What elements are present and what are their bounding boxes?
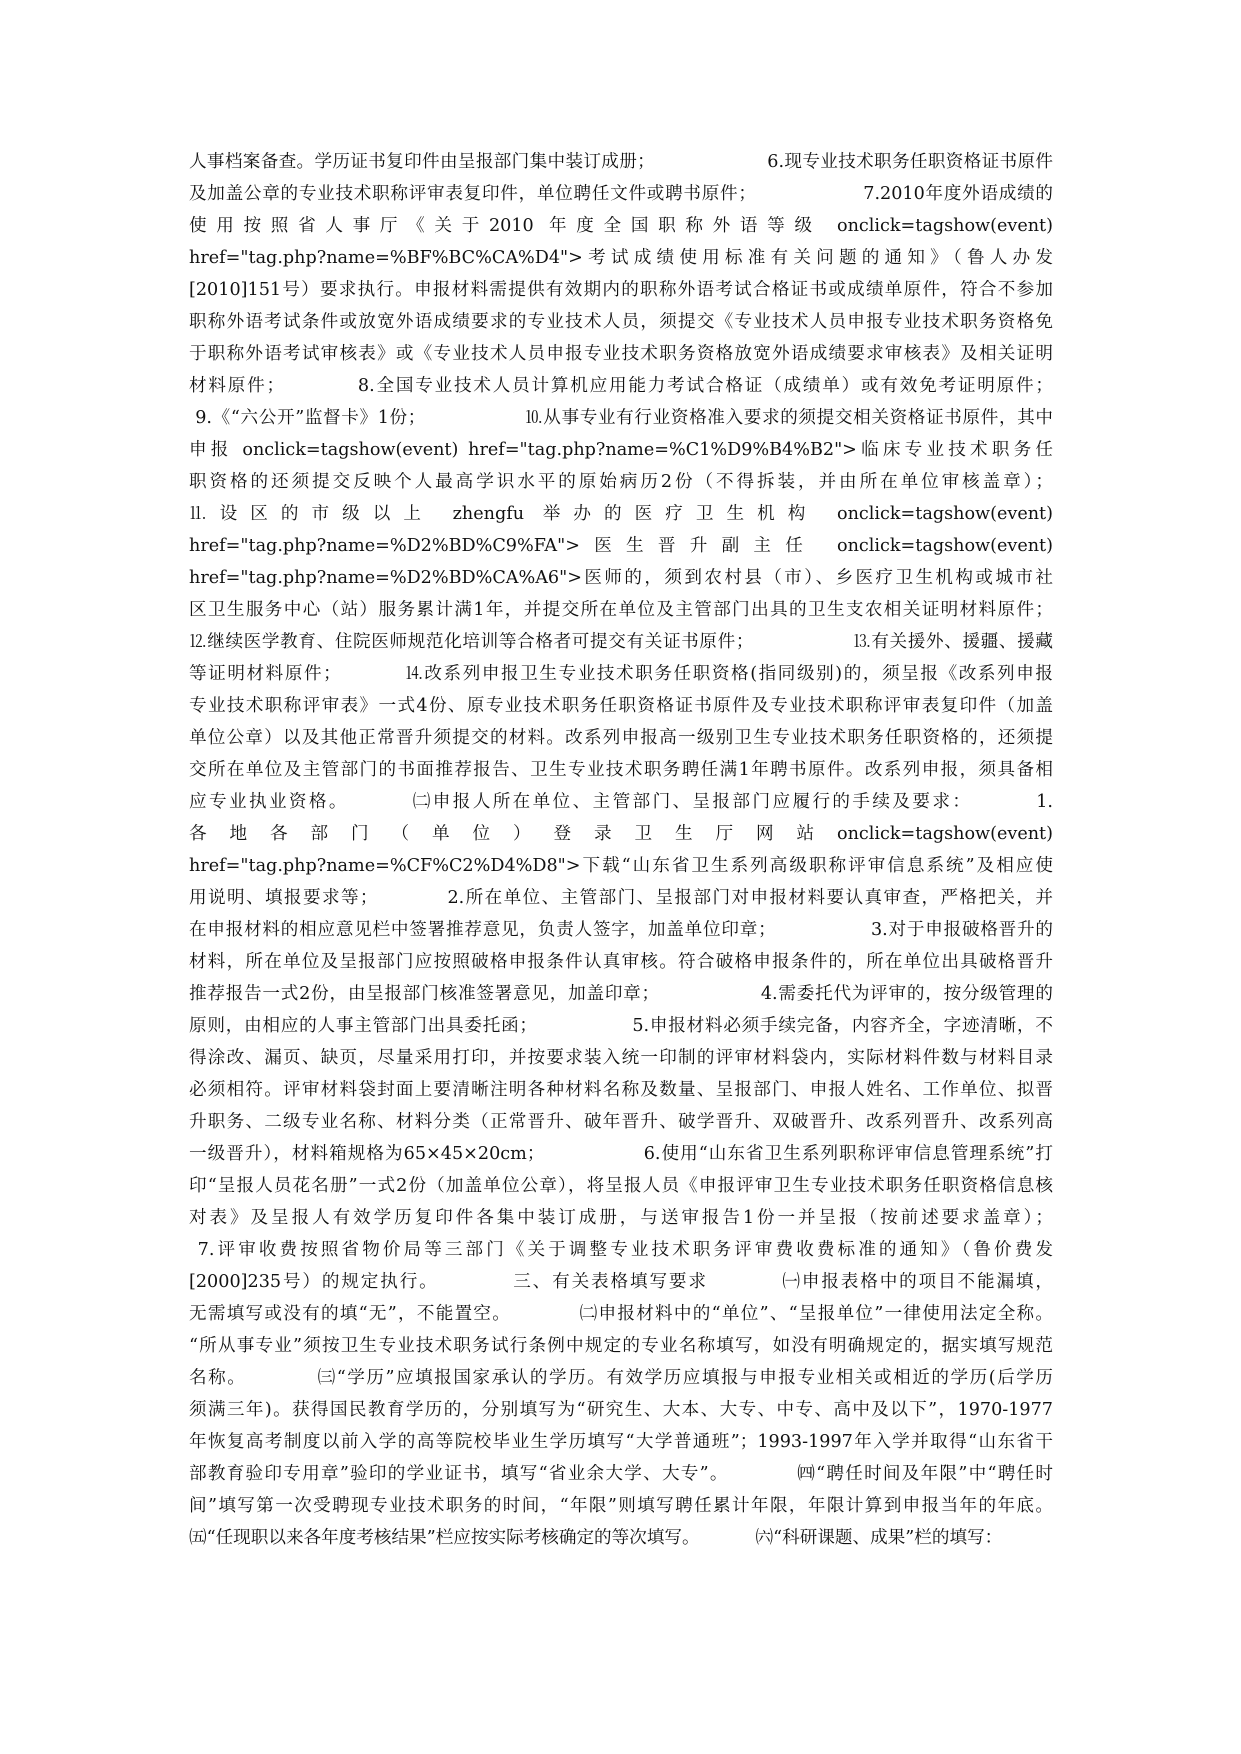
text-line: 必须相符。评审材料袋封面上要清晰注明各种材料名称及数量、呈报部门、申报人姓名、工作单位、拟晋	[189, 1080, 1053, 1100]
text-line: 职称外语考试条件或放宽外语成绩要求的专业技术人员，须提交《专业技术人员申报专业技术职务资格免	[189, 312, 1053, 332]
text-line: 用说明、填报要求等； 2.所在单位、主管部门、呈报部门对申报材料要认真审查，严格把关，并	[189, 888, 1053, 908]
text-line: 单位公章）以及其他正常晋升须提交的材料。改系列申报高一级别卫生专业技术职务任职资格的，还须提	[189, 728, 1053, 748]
text-line: 应专业执业资格。 ㈡申报人所在单位、主管部门、呈报部门应履行的手续及要求： 1.	[189, 792, 1053, 812]
text-line: 间”填写第一次受聘现专业技术职务的时间，“年限”则填写聘任累计年限，年限计算到申报当年的年底。	[189, 1496, 1053, 1516]
text-line: “所从事专业”须按卫生专业技术职务试行条例中规定的专业名称填写，如没有明确规定的，据实填写规范	[189, 1336, 1053, 1356]
text-line: 材料原件； 8.全国专业技术人员计算机应用能力考试合格证（成绩单）或有效免考证明原件；	[189, 376, 1053, 396]
text-line: 原则，由相应的人事主管部门出具委托函； 5.申报材料必须手续完备，内容齐全，字迹清晰，不	[189, 1016, 1053, 1036]
text-line: 一级晋升），材料箱规格为65×45×20cm； 6.使用“山东省卫生系列职称评审信息管理系统”打	[189, 1144, 1053, 1164]
text-line: 部教育验印专用章”验印的学业证书，填写“省业余大学、大专”。 ㈣“聘任时间及年限”中“聘任时	[189, 1464, 1053, 1484]
text-line: ⒒设区的市级以上 zhengfu 举办的医疗卫生机构 onclick=tagshow(event)	[189, 504, 1053, 524]
text-line: 须满三年)。获得国民教育学历的，分别填写为“研究生、大本、大专、中专、高中及以下”，1970-1977	[189, 1400, 1053, 1420]
text-line: 名称。 ㈢“学历”应填报国家承认的学历。有效学历应填报与申报专业相关或相近的学历(后学历	[189, 1368, 1053, 1388]
text-line: 7.评审收费按照省物价局等三部门《关于调整专业技术职务评审费收费标准的通知》（鲁价费发	[189, 1240, 1053, 1260]
text-line: 使用按照省人事厅《关于2010 年度全国职称外语等级 onclick=tagshow(event)	[189, 216, 1053, 236]
text-line: 等证明材料原件； ⒕改系列申报卫生专业技术职务任职资格(指同级别)的，须呈报《改系列申报	[189, 664, 1053, 684]
text-line: 在申报材料的相应意见栏中签署推荐意见，负责人签字，加盖单位印章； 3.对于申报破格晋升的	[189, 920, 1053, 940]
text-line: 材料，所在单位及呈报部门应按照破格申报条件认真审核。符合破格申报条件的，所在单位出具破格晋升	[189, 952, 1053, 972]
document-page	[189, 146, 1053, 1554]
text-line: 专业技术职称评审表》一式4份、原专业技术职务任职资格证书原件及专业技术职称评审表复印件（加盖	[189, 696, 1053, 716]
text-line: 升职务、二级专业名称、材料分类（正常晋升、破年晋升、破学晋升、双破晋升、改系列晋升、改系列高	[189, 1112, 1053, 1132]
text-line: href="tag.php?name=%D2%BD%CA%A6">医师的，须到农村县（市）、乡医疗卫生机构或城市社	[189, 568, 1053, 588]
text-line: href="tag.php?name=%BF%BC%CA%D4">考试成绩使用标准有关问题的通知》（鲁人办发	[189, 248, 1053, 268]
text-line: 得涂改、漏页、缺页，尽量采用打印，并按要求装入统一印制的评审材料袋内，实际材料件数与材料目录	[189, 1048, 1053, 1068]
text-line: href="tag.php?name=%D2%BD%C9%FA">医生晋升副主任 onclick=tagshow(event)	[189, 536, 1053, 556]
text-line: 无需填写或没有的填“无”，不能置空。 ㈡申报材料中的“单位”、“呈报单位”一律使用法定全称。	[189, 1304, 1053, 1324]
text-line: 9.《“六公开”监督卡》1份； ⒑从事专业有行业资格准入要求的须提交相关资格证书原件，其中	[189, 408, 1053, 428]
text-line: [2000]235号）的规定执行。 三、有关表格填写要求 ㈠申报表格中的项目不能漏填，	[189, 1272, 1053, 1292]
text-line: 年恢复高考制度以前入学的高等院校毕业生学历填写“大学普通班”；1993-1997年入学并取得“山东省干	[189, 1432, 1053, 1452]
text-line: 及加盖公章的专业技术职称评审表复印件，单位聘任文件或聘书原件； 7.2010年度外语成绩的	[189, 184, 1053, 204]
text-line: 职资格的还须提交反映个人最高学识水平的原始病历2份（不得拆装，并由所在单位审核盖章）；	[189, 472, 1053, 492]
text-line: 申报 onclick=tagshow(event) href="tag.php?name=%C1%D9%B4%B2">临床专业技术职务任	[189, 440, 1053, 460]
text-line: ⒓继续医学教育、住院医师规范化培训等合格者可提交有关证书原件； ⒔有关援外、援疆、援藏	[189, 632, 1053, 652]
text-line: [2010]151号）要求执行。申报材料需提供有效期内的职称外语考试合格证书或成绩单原件，符合不参加	[189, 280, 1053, 300]
text-line: ㈤“任现职以来各年度考核结果”栏应按实际考核确定的等次填写。 ㈥“科研课题、成果”栏的填写：	[189, 1528, 1003, 1548]
text-line: 交所在单位及主管部门的书面推荐报告、卫生专业技术职务聘任满1年聘书原件。改系列申报，须具备相	[189, 760, 1053, 780]
text-line: href="tag.php?name=%CF%C2%D4%D8">下载“山东省卫生系列高级职称评审信息系统”及相应使	[189, 856, 1053, 876]
text-line: 推荐报告一式2份，由呈报部门核准签署意见，加盖印章； 4.需委托代为评审的，按分级管理的	[189, 984, 1053, 1004]
text-line: 印“呈报人员花名册”一式2份（加盖单位公章），将呈报人员《申报评审卫生专业技术职务任职资格信息核	[189, 1176, 1053, 1196]
text-line: 对表》及呈报人有效学历复印件各集中装订成册，与送审报告1份一并呈报（按前述要求盖章）；	[189, 1208, 1053, 1228]
text-line: 人事档案备查。学历证书复印件由呈报部门集中装订成册； 6.现专业技术职务任职资格证书原件	[189, 152, 1053, 172]
text-line: 各 地 各 部 门 （ 单 位 ） 登 录 卫 生 厅 网 站 onclick=tagshow(event)	[189, 824, 1053, 844]
text-line: 于职称外语考试审核表》或《专业技术人员申报专业技术职务资格放宽外语成绩要求审核表》及相关证明	[189, 344, 1053, 364]
text-line: 区卫生服务中心（站）服务累计满1年，并提交所在单位及主管部门出具的卫生支农相关证明材料原件；	[189, 600, 1053, 620]
